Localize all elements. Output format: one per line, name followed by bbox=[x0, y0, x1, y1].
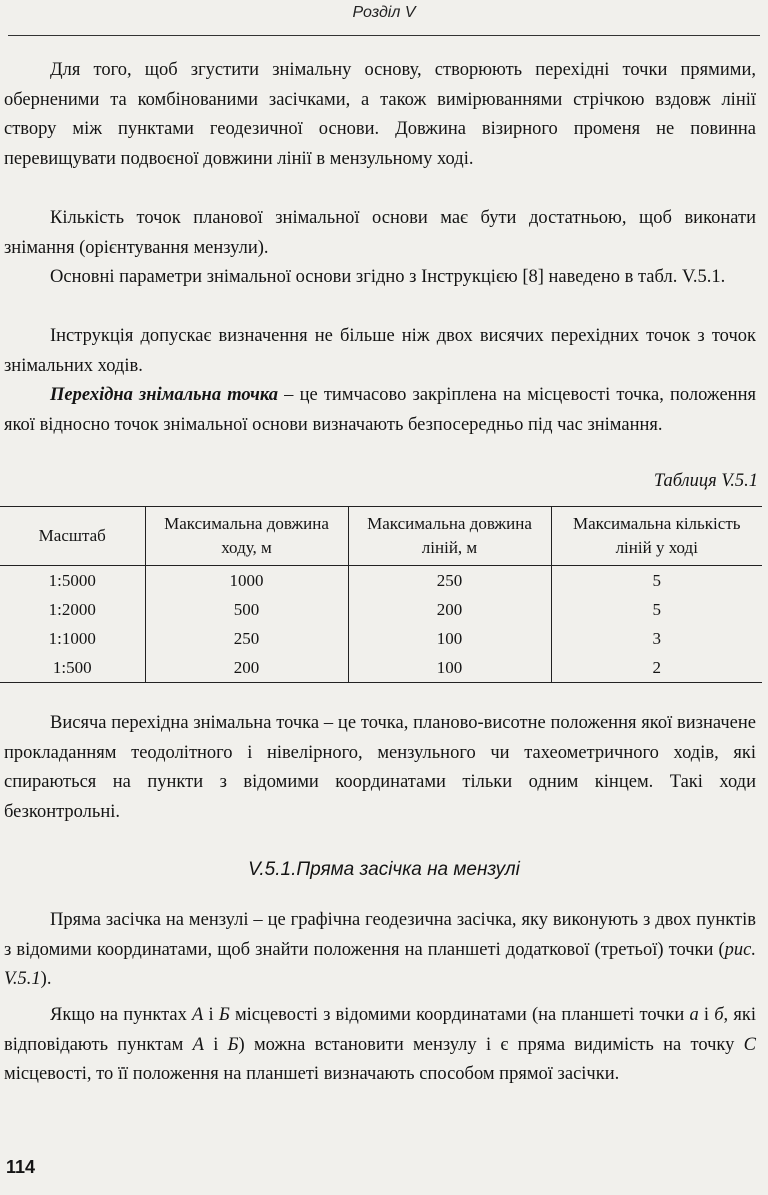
table-cell: 5 bbox=[551, 595, 762, 624]
section-title: V.5.1.Пряма засічка на мензулі bbox=[248, 859, 520, 880]
table-row bbox=[0, 595, 762, 624]
term-definition-text: – це тимчасово закріплена на місцевості точка, положення якої відносно точок знімальної основи визначають безпосередньо під час знімання. bbox=[4, 385, 756, 435]
header-rule bbox=[8, 35, 760, 36]
paragraph-7 bbox=[4, 906, 756, 995]
paragraph-3: Основні параметри знімальної основи згідно з Інструкцією [8] наведено в табл. V.5.1. bbox=[50, 267, 726, 287]
figure-reference: рис. V.5.1 bbox=[4, 939, 756, 989]
point-label: Б bbox=[227, 1034, 239, 1055]
table-cell: 1:500 bbox=[0, 653, 145, 683]
table-header-row bbox=[0, 507, 762, 566]
text-span: місцевості, то її положення на планшеті визначають способом прямої засічки. bbox=[4, 1064, 620, 1084]
page-number: 114 bbox=[6, 1157, 36, 1177]
paragraph-4: Інструкція допускає визначення не більше ніж двох висячих перехідних точок з точок знімальних ходів. bbox=[4, 326, 756, 376]
parameters-table bbox=[0, 506, 762, 683]
point-label: б bbox=[714, 1005, 724, 1025]
table-cell: 500 bbox=[145, 595, 348, 624]
paragraph-2: Кількість точок планової знімальної основи має бути достатньою, щоб виконати знімання (орієнтування мензули). bbox=[4, 208, 756, 258]
table-cell: 250 bbox=[348, 566, 551, 596]
table-row bbox=[0, 566, 762, 596]
text-span: , які відповідають пунктам bbox=[4, 1005, 756, 1055]
column-header: Максимальна довжина ліній, м bbox=[348, 507, 551, 566]
running-head: Розділ V bbox=[352, 4, 416, 21]
text-span: і bbox=[203, 1034, 228, 1055]
text-span: Якщо на пунктах bbox=[50, 1005, 193, 1025]
table-cell: 250 bbox=[145, 624, 348, 653]
paragraph-7-end: ). bbox=[40, 969, 52, 989]
text-span: місцевості з відомими координатами (на планшеті точки bbox=[229, 1005, 690, 1025]
table-caption: Таблиця V.5.1 bbox=[653, 471, 758, 491]
table-cell: 1000 bbox=[145, 566, 348, 596]
paragraph-5 bbox=[4, 381, 756, 440]
paragraph-6: Висяча перехідна знімальна точка – це точка, планово-висотне положення якої визначене прокладанням теодолітного і нівелірного, мензульного чи тахеометричного ходів, які спираються на пункти з відомими координатами тільки одним кінцем. Такі ходи безконтрольні. bbox=[4, 713, 756, 822]
text-span: ) можна встановити мензулу і є пряма видимість на точку bbox=[238, 1034, 744, 1055]
table-row bbox=[0, 624, 762, 653]
table-cell: 100 bbox=[348, 624, 551, 653]
column-header: Максимальна кількість ліній у ході bbox=[551, 507, 762, 566]
table-cell: 200 bbox=[145, 653, 348, 683]
table-cell: 1:1000 bbox=[48, 629, 96, 648]
column-header: Максимальна довжина ходу, м bbox=[145, 507, 348, 566]
point-label: а bbox=[689, 1005, 699, 1025]
term-definition: Перехідна знімальна точка bbox=[50, 385, 279, 405]
paragraph-1: Для того, щоб згустити знімальну основу, створюють перехідні точки прямими, оберненими та комбінованими засічками, а також вимірюваннями стрічкою вздовж лінії створу між пунктами геодезичної основи. Довжина візирного променя не повинна перевищувати подвоєної довжини лінії в мензульному ході. bbox=[4, 60, 756, 169]
text-span: і bbox=[698, 1005, 715, 1025]
column-header: Масштаб bbox=[0, 507, 145, 566]
point-label: Б bbox=[218, 1005, 230, 1025]
table-cell: 5 bbox=[551, 566, 762, 596]
table-cell: 100 bbox=[348, 653, 551, 683]
point-label: А bbox=[192, 1034, 204, 1055]
point-label: А bbox=[192, 1005, 204, 1025]
table-cell: 3 bbox=[551, 624, 762, 653]
text-span: і bbox=[203, 1005, 219, 1025]
table-cell: 1:2000 bbox=[48, 600, 96, 619]
table-row bbox=[0, 653, 762, 683]
table-cell: 2 bbox=[551, 653, 762, 683]
paragraph-7-text: Пряма засічка на мензулі – це графічна геодезична засічка, яку виконують з двох пунктів з відомими координатами, щоб знайти положення на планшеті додаткової (третьої) точки ( bbox=[4, 910, 756, 960]
paragraph-8 bbox=[4, 1001, 756, 1090]
point-label: С bbox=[743, 1034, 757, 1055]
table-cell: 1:5000 bbox=[48, 571, 96, 590]
table-cell: 200 bbox=[348, 595, 551, 624]
